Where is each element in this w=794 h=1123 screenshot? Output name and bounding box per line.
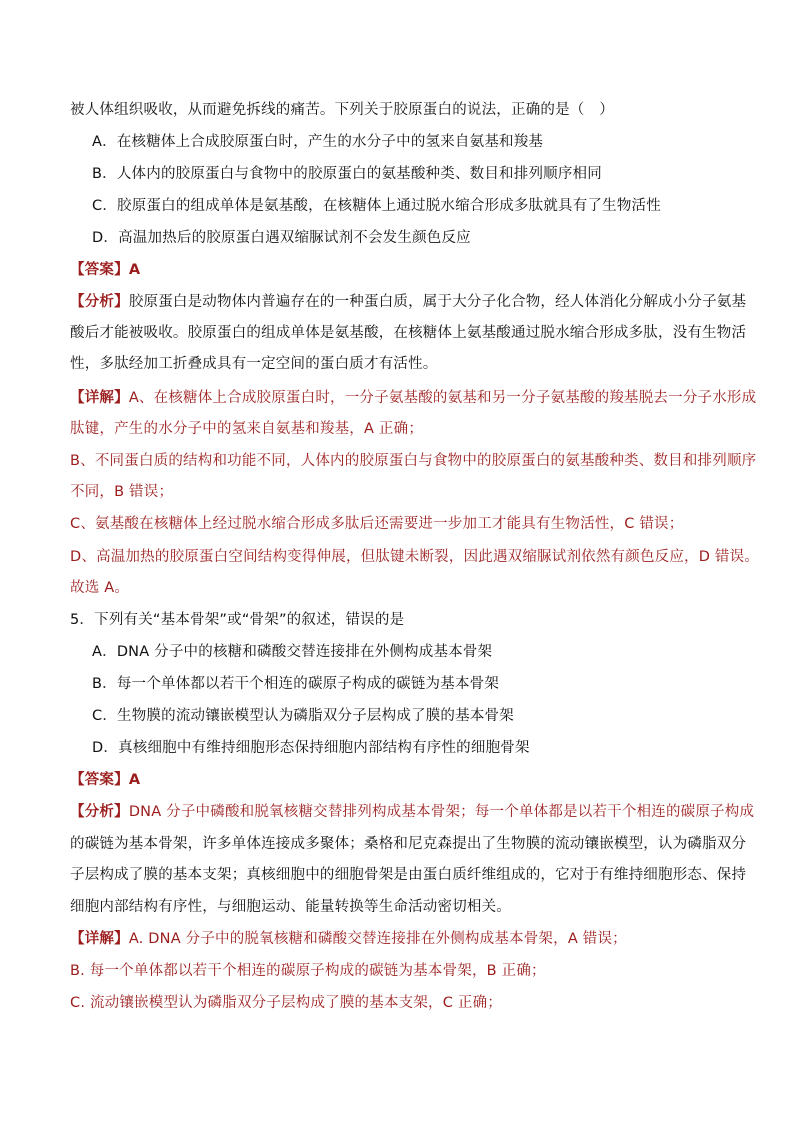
detail-tag: 【详解】 [70, 390, 129, 406]
q5-stem: 5．下列有关“基本骨架”或“骨架”的叙述，错误的是 [70, 612, 405, 628]
q4-answer [70, 260, 140, 280]
detail-text: A、在核糖体上合成胶原蛋白时，一分子氨基酸的氨基和另一分子氨基酸的羧基脱去一分子水形成 [128, 390, 757, 406]
analysis-text: DNA 分子中磷酸和脱氧核糖交替排列构成基本骨架；每一个单体都是以若干个相连的碳原子构成 [128, 804, 755, 820]
analysis-text: 胶原蛋白是动物体内普遍存在的一种蛋白质，属于大分子化合物，经人体消化分解成小分子氨基 [128, 294, 747, 310]
q5-detail-line-2: B. 每一个单体都以若干个相连的碳原子构成的碳链为基本骨架，B 正确； [70, 963, 546, 979]
q4-detail-line-4: 不同，B 错误； [70, 484, 174, 500]
q4-analysis-line-1 [70, 292, 746, 312]
q4-detail-line-1 [70, 388, 756, 408]
q4-option-c: C．胶原蛋白的组成单体是氨基酸，在核糖体上通过脱水缩合形成多肽就具有了生物活性 [92, 198, 661, 214]
q4-stem-tail: 被人体组织吸收，从而避免拆线的痛苦。下列关于胶原蛋白的说法，正确的是（ ） [70, 102, 614, 118]
q5-analysis-line-4: 细胞内部结构有序性，与细胞运动、能量转换等生命活动密切相关。 [70, 899, 511, 915]
answer-value: A [128, 262, 141, 278]
q5-answer [70, 770, 140, 790]
q4-option-a: A．在核糖体上合成胶原蛋白时，产生的水分子中的氢来自氨基和羧基 [92, 134, 544, 150]
q4-detail-line-6: D、高温加热的胶原蛋白空间结构变得伸展，但肽键未断裂，因此遇双缩脲试剂依然有颜色反应，D 错误。 [70, 549, 760, 565]
answer-tag: 【答案】 [70, 772, 129, 788]
q5-option-c: C．生物膜的流动镶嵌模型认为磷脂双分子层构成了膜的基本骨架 [92, 708, 514, 724]
answer-tag: 【答案】 [70, 262, 129, 278]
q5-option-d: D．真核细胞中有维持细胞形态保持细胞内部结构有序性的细胞骨架 [92, 740, 530, 756]
q5-analysis-line-2: 的碳链为基本骨架，许多单体连接成多聚体；桑格和尼克森提出了生物膜的流动镶嵌模型，认为磷脂双分 [70, 836, 747, 852]
q5-analysis-line-1 [70, 802, 754, 822]
answer-value: A [128, 772, 141, 788]
q4-option-b: B．人体内的胶原蛋白与食物中的胶原蛋白的氨基酸种类、数目和排列顺序相同 [92, 166, 602, 182]
q4-detail-line-5: C、氨基酸在核糖体上经过脱水缩合形成多肽后还需要进一步加工才能具有生物活性，C 错误； [70, 516, 684, 532]
q5-option-a: A．DNA 分子中的核糖和磷酸交替连接排在外侧构成基本骨架 [92, 644, 493, 660]
detail-text: A. DNA 分子中的脱氧核糖和磷酸交替连接排在外侧构成基本骨架，A 错误； [128, 931, 627, 947]
q5-option-b: B．每一个单体都以若干个相连的碳原子构成的碳链为基本骨架 [92, 676, 500, 692]
q4-detail-line-3: B、不同蛋白质的结构和功能不同，人体内的胶原蛋白与食物中的胶原蛋白的氨基酸种类、数目和排列顺序 [70, 453, 757, 469]
q4-option-d: D．高温加热后的胶原蛋白遇双缩脲试剂不会发生颜色反应 [92, 230, 471, 246]
q4-detail-line-7: 故选 A。 [70, 580, 130, 596]
q4-detail-line-2: 肽键，产生的水分子中的氢来自氨基和羧基，A 正确； [70, 421, 424, 437]
q4-analysis-line-2: 酸后才能被吸收。胶原蛋白的组成单体是氨基酸，在核糖体上氨基酸通过脱水缩合形成多肽，没有生物活 [70, 325, 747, 341]
q5-detail-line-3: C. 流动镶嵌模型认为磷脂双分子层构成了膜的基本支架，C 正确； [70, 995, 502, 1011]
detail-tag: 【详解】 [70, 931, 129, 947]
q4-analysis-line-3: 性，多肽经加工折叠成具有一定空间的蛋白质才有活性。 [70, 356, 438, 372]
analysis-tag: 【分析】 [70, 804, 129, 820]
q5-analysis-line-3: 子层构成了膜的基本支架；真核细胞中的细胞骨架是由蛋白质纤维组成的，它对于有维持细胞形态、保持 [70, 867, 747, 883]
q5-detail-line-1 [70, 929, 627, 949]
analysis-tag: 【分析】 [70, 294, 129, 310]
